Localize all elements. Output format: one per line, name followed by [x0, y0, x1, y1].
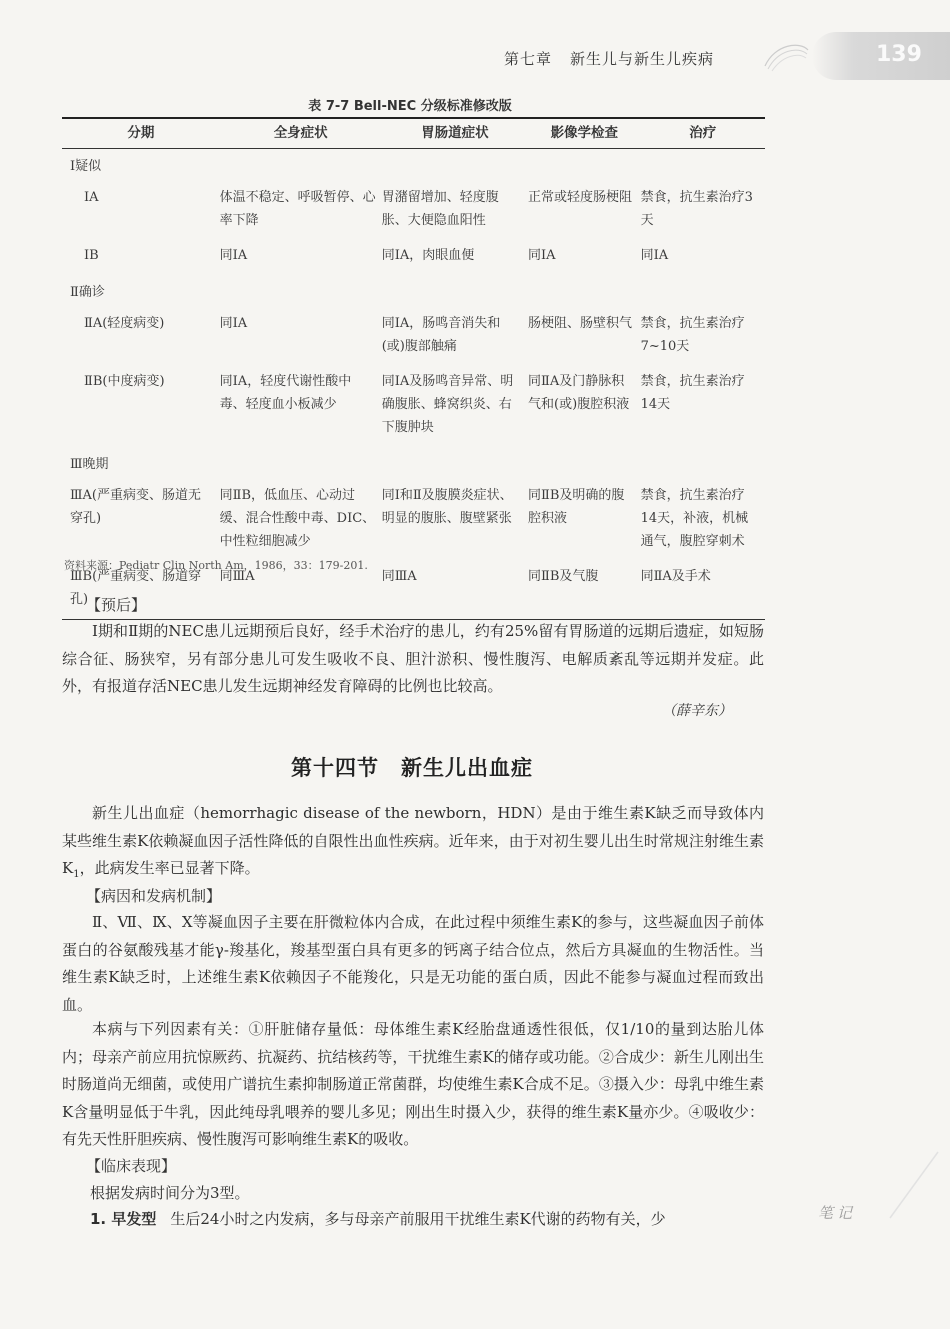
table-cell: 禁食，抗生素治疗7~10天	[640, 316, 745, 354]
type1-text: 生后24小时之内发病，多与母亲产前服用干扰维生素K代谢的药物有关，少	[170, 1210, 666, 1228]
table-cell: 同ⅠA，肉眼血便	[381, 248, 475, 263]
page-number: 139	[876, 42, 922, 67]
table-row	[62, 480, 765, 561]
table-group-row	[62, 275, 765, 308]
bell-nec-table	[62, 117, 765, 620]
intro-paragraph	[62, 800, 764, 889]
table-cell: 禁食，抗生素治疗14天	[640, 374, 745, 412]
table-cell: 同ⅡB，低血压、心动过缓、混合性酸中毒、DIC、中性粒细胞减少	[219, 488, 376, 549]
column-header: 分期	[62, 118, 220, 149]
chapter-title: 新生儿与新生儿疾病	[570, 50, 715, 68]
group-label: Ⅰ疑似	[70, 159, 102, 174]
etiology-paragraph: Ⅱ、Ⅶ、Ⅸ、Ⅹ等凝血因子主要在肝微粒体内合成，在此过程中须维生素K的参与，这些凝血因子前体蛋白的谷氨酸残基才能γ-羧基化，羧基型蛋白具有更多的钙离子结合位点，然后方具凝血的生物活性。当维生素K缺乏时，上述维生素K依赖因子不能羧化，只是无功能的蛋白质，因此不能参与凝血过程而致出血。	[62, 913, 764, 1014]
table-cell: 同ⅡA及门静脉积气和(或)腹腔积液	[528, 374, 630, 412]
table-cell: 同ⅠA，肠鸣音消失和(或)腹部触痛	[381, 316, 501, 354]
table-cell: 禁食，抗生素治疗14天，补液，机械通气，腹腔穿刺术	[640, 488, 749, 549]
table-cell: 肠梗阻、肠壁积气	[528, 316, 633, 331]
table-cell: ⅢB(严重病变、肠道穿孔)	[62, 561, 220, 620]
notes-margin-line-icon	[880, 1150, 940, 1220]
table-cell: 同ⅠA，轻度代谢性酸中毒、轻度血小板减少	[219, 374, 352, 412]
table-row	[62, 240, 765, 275]
table-cell: 同ⅢA	[382, 561, 528, 620]
notes-margin-label: 笔记	[818, 1204, 857, 1222]
table-cell: 同ⅡB及气腹	[528, 561, 641, 620]
table-header-row	[62, 118, 765, 149]
running-head	[504, 48, 714, 69]
column-header: 胃肠道症状	[382, 118, 528, 149]
table-cell: 同ⅠA	[640, 248, 669, 263]
type1-line	[90, 1208, 770, 1229]
clinical-heading: 【临床表现】	[86, 1157, 177, 1175]
table-cell: ⅡA(轻度病变)	[84, 316, 165, 331]
table-cell: 同ⅠA及肠鸣音异常、明确腹胀、蜂窝织炎、右下腹肿块	[381, 374, 514, 435]
section-number: 第十四节	[291, 756, 379, 780]
table-group-row	[62, 149, 765, 183]
table-group-row	[62, 447, 765, 480]
intro-subscript: 1	[73, 869, 80, 880]
group-label: Ⅱ确诊	[70, 285, 105, 300]
column-header: 全身症状	[220, 118, 382, 149]
table-title: 表 7-7 Bell-NEC 分级标准修改版	[308, 99, 512, 114]
table-cell: 胃潴留增加、轻度腹胀、大便隐血阳性	[381, 190, 499, 228]
column-header: 治疗	[641, 118, 765, 149]
table-cell: ⅠB	[84, 248, 99, 263]
table-cell: 同ⅠA	[219, 316, 248, 331]
table-cell: 同ⅢA	[220, 561, 382, 620]
table-cell: 禁食，抗生素治疗3天	[640, 190, 753, 228]
section-title	[0, 752, 824, 782]
table-cell: 同Ⅰ和Ⅱ及腹膜炎症状、明显的腹胀、腹壁紧张	[381, 488, 513, 526]
table-cell: 同ⅠA	[528, 248, 556, 263]
table-cell: 同ⅠA	[219, 248, 248, 263]
type1-label: 1. 早发型	[90, 1210, 157, 1228]
etiology-heading: 【病因和发病机制】	[86, 887, 222, 905]
table-cell: ⅡB(中度病变)	[84, 374, 165, 389]
table-cell: ⅢA(严重病变、肠道无穿孔)	[70, 488, 201, 526]
table-row	[62, 308, 765, 366]
group-label: Ⅲ晚期	[70, 457, 109, 472]
table-source-note: 资料来源：Pediatr Clin North Am，1986，33：179-201.	[64, 559, 368, 572]
prognosis-paragraph: Ⅰ期和Ⅱ期的NEC患儿远期预后良好，经手术治疗的患儿，约有25%留有胃肠道的远期后遗症，如短肠综合征、肠狭窄，另有部分患儿可发生吸收不良、胆汁淤积、慢性腹泻、电解质紊乱等远期并发症。此外，有报道存活NEC患儿发生远期神经发育障碍的比例也比较高。	[62, 622, 764, 695]
section-name: 新生儿出血症	[401, 756, 533, 780]
author-credit: （薛辛东）	[662, 703, 732, 719]
table-row	[62, 366, 765, 447]
table-cell: ⅠA	[84, 190, 99, 205]
page-number-tab	[812, 32, 950, 80]
column-header: 影像学检查	[528, 118, 641, 149]
table-cell: 同ⅡA及手术	[641, 561, 765, 620]
table-cell: 体温不稳定、呼吸暂停、心率下降	[219, 190, 376, 228]
factors-paragraph: 本病与下列因素有关：①肝脏储存量低：母体维生素K经胎盘通透性很低，仅1/10的量到达胎儿体内；母亲产前应用抗惊厥药、抗凝药、抗结核药等，干扰维生素K的储存或功能。②合成少：新生儿刚出生时肠道尚无细菌，或使用广谱抗生素抑制肠道正常菌群，均使维生素K合成不足。③摄入少：母乳中维生素K含量明显低于牛乳，因此纯母乳喂养的婴儿多见；刚出生时摄入少，获得的维生素K量亦少。④吸收少：有先天性肝胆疾病、慢性腹泻可影响维生素K的吸收。	[62, 1020, 764, 1148]
table-cell: 正常或轻度肠梗阻	[528, 190, 633, 205]
table-row	[62, 182, 765, 240]
swirl-ornament-icon	[760, 36, 810, 76]
chapter-number: 第七章	[504, 50, 553, 68]
prognosis-heading: 【预后】	[86, 596, 147, 614]
table-cell: 同ⅡB及明确的腹腔积液	[528, 488, 625, 526]
intro-text-part1: 新生儿出血症（hemorrhagic disease of the newborn，HDN）是由于维生素K缺乏而导致体内某些维生素K依赖凝血因子活性降低的自限性出血性疾病。近年来，由于对初生婴儿出生时常规注射维生素K	[62, 804, 764, 877]
intro-text-part2: ，此病发生率已显著下降。	[79, 859, 260, 877]
clinical-intro: 根据发病时间分为3型。	[90, 1184, 250, 1202]
